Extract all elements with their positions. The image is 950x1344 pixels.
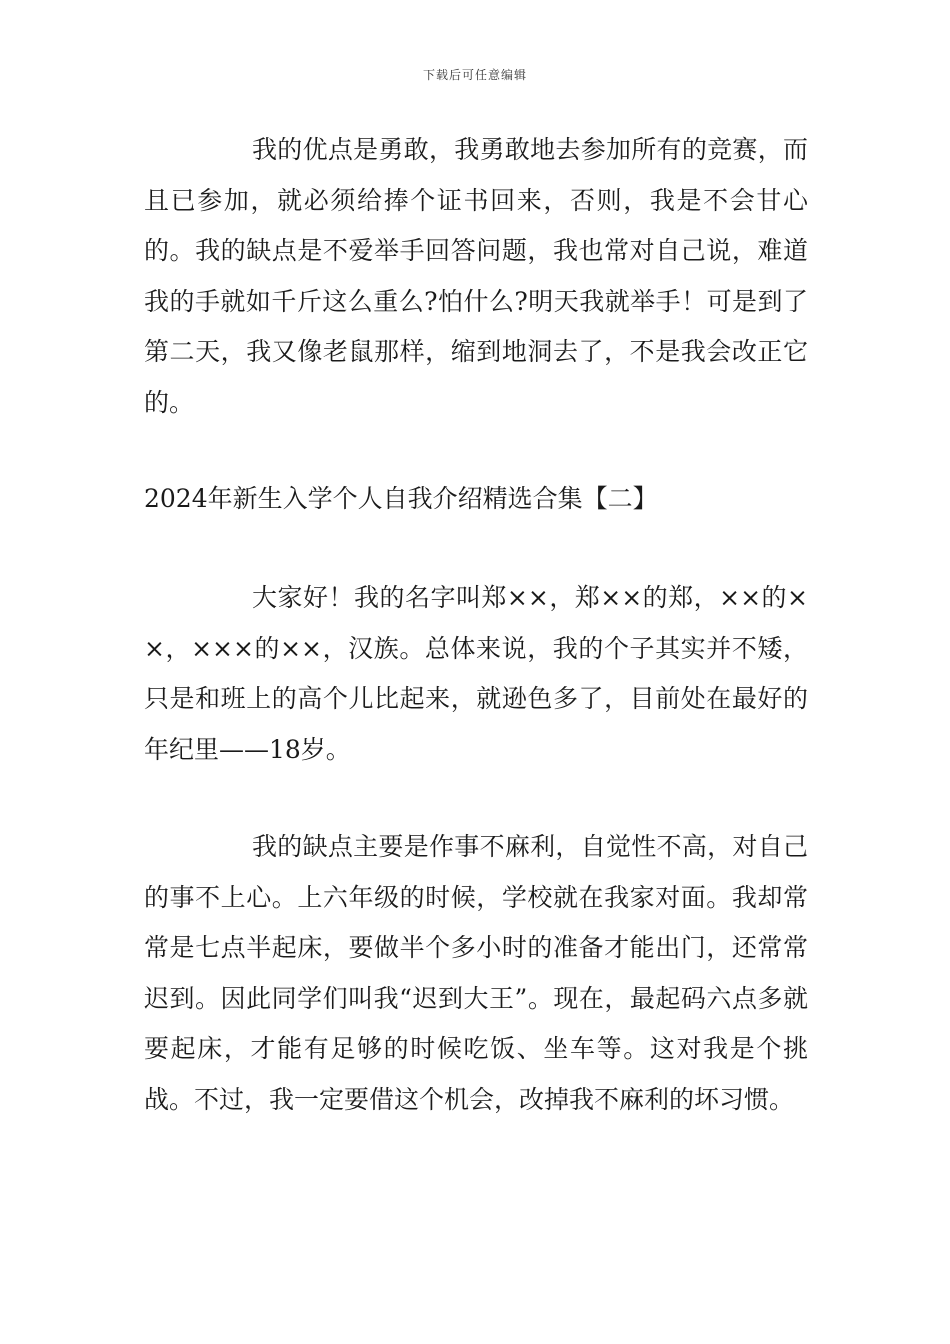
page-header-note: 下载后可任意编辑 — [422, 68, 527, 82]
body-paragraph-2: 大家好！我的名字叫郑××，郑××的郑，××的××，×××的××，汉族。总体来说，我的个子其实并不矮，只是和班上的高个儿比起来，就逊色多了，目前处在最好的年纪里——18岁。 — [144, 583, 808, 764]
section-heading: 2024年新生入学个人自我介绍精选合集【二】 — [144, 484, 658, 513]
body-paragraph-3: 我的缺点主要是作事不麻利，自觉性不高，对自己的事不上心。上六年级的时候，学校就在我家对面。我却常常是七点半起床，要做半个多小时的准备才能出门，还常常迟到。因此同学们叫我“迟到大王”。现在，最起码六点多就要起床，才能有足够的时候吃饭、坐车等。这对我是个挑战。不过，我一定要借这个机会，改掉我不麻利的坏习惯。 — [144, 832, 808, 1114]
body-paragraph-1: 我的优点是勇敢，我勇敢地去参加所有的竞赛，而且已参加，就必须给捧个证书回来，否则，我是不会甘心的。我的缺点是不爱举手回答问题，我也常对自己说，难道我的手就如千斤这么重么?怕什么?明天我就举手！可是到了第二天，我又像老鼠那样，缩到地洞去了，不是我会改正它的。 — [144, 135, 808, 417]
